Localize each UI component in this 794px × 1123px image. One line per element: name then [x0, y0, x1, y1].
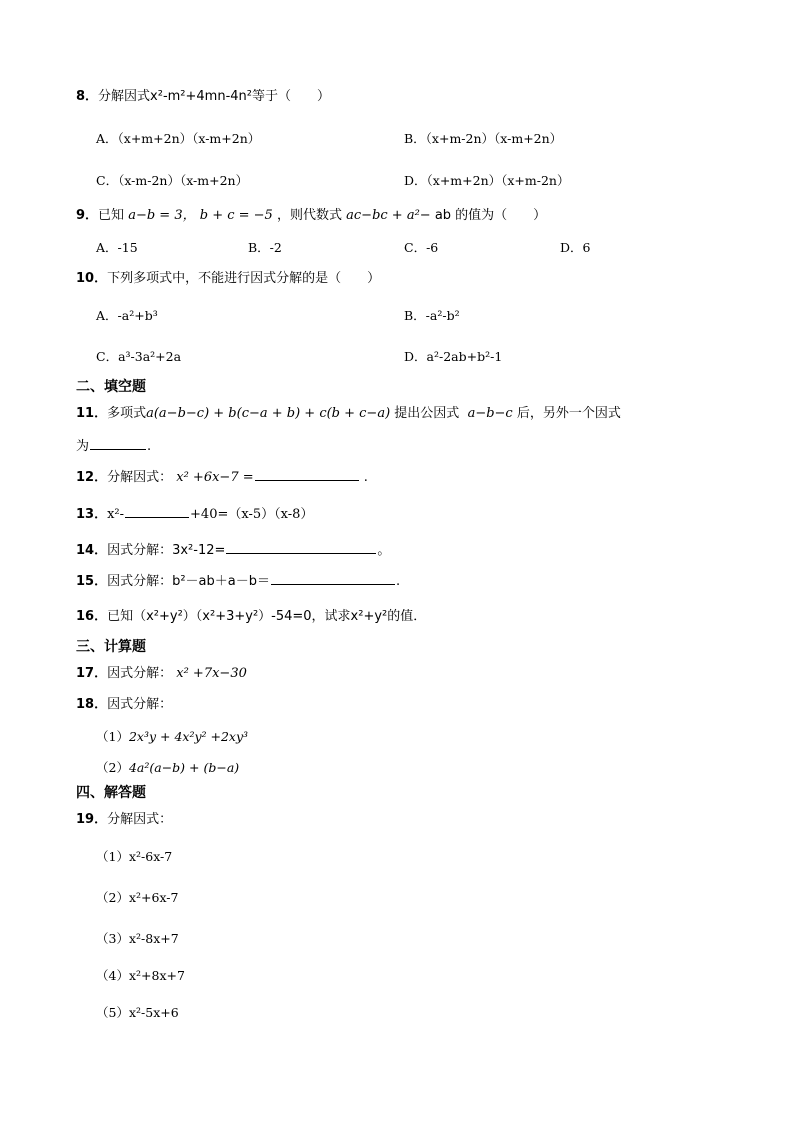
question-number: 15．: [76, 574, 108, 589]
sub-question-label: （2）: [96, 760, 129, 775]
question-text-pre: 因式分解：3x²-12=: [107, 543, 226, 558]
question-text: 下列多项式中，不能进行因式分解的是（ ）: [107, 271, 381, 286]
question-text-mid: ，则代数式: [276, 208, 342, 223]
question-17: [76, 665, 247, 683]
question-11: [76, 405, 621, 423]
sub-question-4: （4）x²+8x+7: [96, 968, 185, 983]
question-text-post: +40=（x-5）（x-8）: [190, 507, 314, 522]
math-expression: b + c = −5: [199, 208, 273, 223]
question-text-post: 后，另外一个因式: [516, 406, 621, 421]
sub-question-2: （2）x²+6x-7: [96, 890, 179, 905]
question-8: [76, 88, 330, 106]
sub-question-2: [96, 759, 239, 777]
question-16: [76, 608, 426, 626]
question-text: .: [147, 439, 152, 454]
question-text-pre: 因式分解：: [107, 666, 173, 681]
section-heading: 三、计算题: [76, 639, 146, 655]
option-a: A．-15: [96, 240, 138, 255]
section-heading: 二、填空题: [76, 379, 146, 395]
question-9: [76, 207, 546, 225]
sub-question-label: （1）: [96, 729, 129, 744]
question-text-mid: 提出公因式: [394, 406, 460, 421]
question-number: 9．: [76, 208, 99, 223]
answer-blank[interactable]: [90, 436, 146, 450]
question-text-post: ab 的值为（ ）: [434, 208, 547, 223]
sub-question-5: （5）x²-5x+6: [96, 1005, 179, 1020]
option-d: D．（x+m+2n）（x+m-2n）: [404, 173, 570, 188]
math-expression: a−b = 3，: [128, 208, 196, 223]
question-text-pre: x²-: [107, 507, 125, 522]
math-expression: x² +6x−7 =: [176, 470, 254, 485]
option-a: A．（x+m+2n）（x-m+2n）: [96, 131, 261, 146]
question-number: 11．: [76, 406, 108, 421]
option-b: B．-a²-b²: [404, 308, 460, 323]
question-15: [76, 571, 400, 591]
question-11-line2: [76, 436, 151, 456]
option-d: D．6: [560, 240, 591, 255]
question-number: 10．: [76, 271, 108, 286]
option-b: B．（x+m-2n）（x-m+2n）: [404, 131, 563, 146]
math-expression: a−b−c: [467, 406, 513, 421]
option-c: C．（x-m-2n）（x-m+2n）: [96, 173, 249, 188]
question-text-post: 。: [377, 543, 391, 558]
option-d: D．a²-2ab+b²-1: [404, 349, 503, 364]
math-expression: ac−bc + a²−: [346, 208, 431, 223]
question-text: 因式分解：: [107, 697, 173, 712]
option-b: B．-2: [248, 240, 282, 255]
question-text-pre: 分解因式：: [107, 470, 173, 485]
question-13: [76, 504, 313, 524]
question-text: 分解因式：: [107, 812, 173, 827]
answer-blank[interactable]: [255, 467, 359, 481]
answer-blank[interactable]: [125, 504, 189, 518]
question-number: 18．: [76, 697, 108, 712]
option-c: C．a³-3a²+2a: [96, 349, 182, 364]
question-number: 12．: [76, 470, 108, 485]
sub-question-1: （1）x²-6x-7: [96, 849, 173, 864]
question-number: 13．: [76, 507, 108, 522]
question-12: [76, 467, 368, 487]
question-number: 17．: [76, 666, 108, 681]
question-number: 14．: [76, 543, 108, 558]
question-10: [76, 270, 380, 288]
question-text-pre: 因式分解：b²－ab＋a－b＝: [107, 574, 270, 589]
question-text: 已知（x²+y²）（x²+3+y²）-54=0，试求x²+y²的值．: [107, 609, 427, 624]
question-text-post: .: [363, 470, 368, 485]
question-14: [76, 540, 390, 560]
math-expression: x² +7x−30: [176, 666, 247, 681]
question-number: 16．: [76, 609, 108, 624]
option-c: C．-6: [404, 240, 439, 255]
math-expression: 4a²(a−b) + (b−a): [128, 760, 240, 775]
question-text: 为: [76, 439, 90, 454]
question-text-pre: 多项式: [107, 406, 147, 421]
question-18: [76, 696, 172, 714]
option-a: A．-a²+b³: [96, 308, 158, 323]
question-number: 8．: [76, 89, 99, 104]
section-heading: 四、解答题: [76, 785, 146, 801]
question-text-post: .: [396, 574, 401, 589]
math-expression: 2x³y + 4x²y² +2xy³: [128, 729, 249, 744]
question-text: 分解因式x²-m²+4mn-4n²等于（ ）: [98, 89, 330, 104]
answer-blank[interactable]: [271, 571, 395, 585]
question-19: [76, 811, 172, 829]
question-number: 19．: [76, 812, 108, 827]
answer-blank[interactable]: [226, 540, 376, 554]
question-text-pre: 已知: [98, 208, 125, 223]
math-expression: a(a−b−c) + b(c−a + b) + c(b + c−a): [146, 406, 391, 421]
sub-question-3: （3）x²-8x+7: [96, 931, 179, 946]
sub-question-1: [96, 728, 248, 746]
